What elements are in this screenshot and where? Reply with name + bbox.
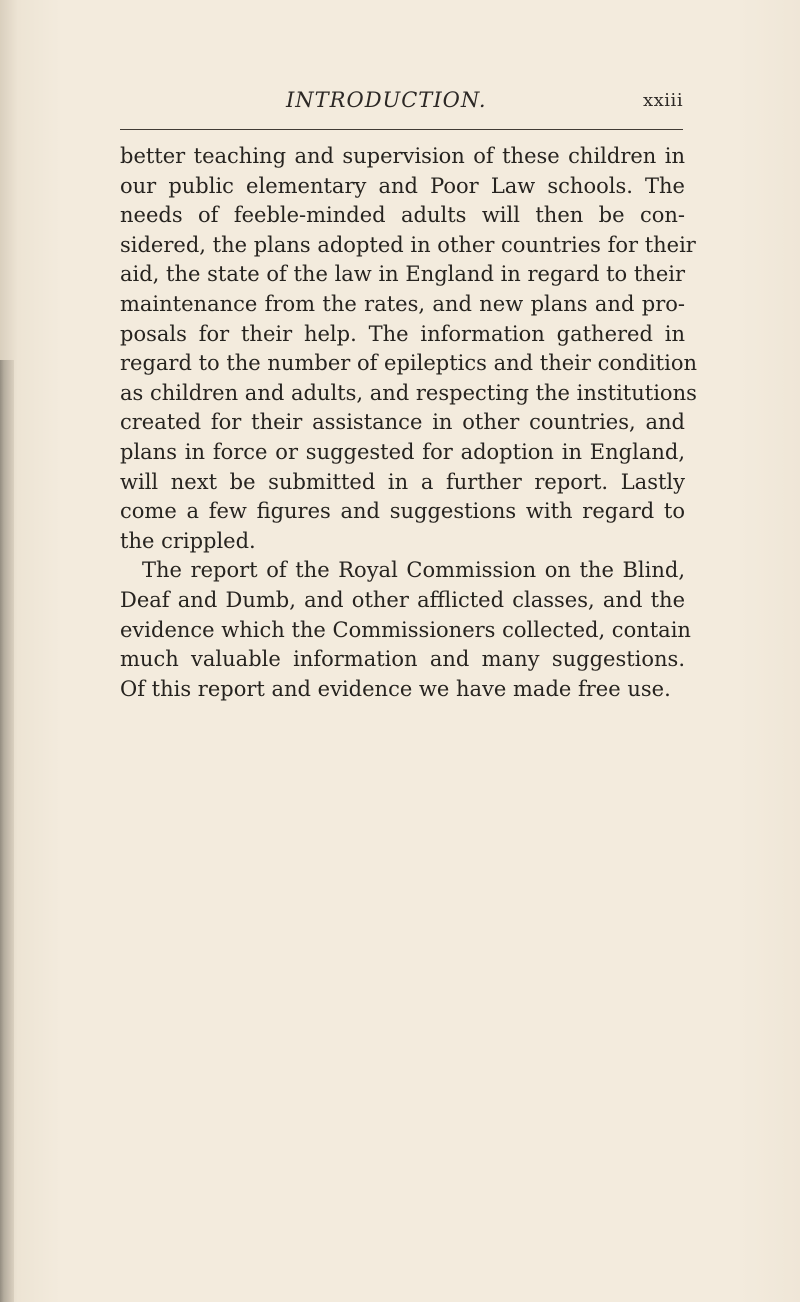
text-line: created for their assistance in other countries, and — [120, 410, 685, 435]
running-title: INTRODUCTION. — [286, 88, 487, 112]
paragraph-1 — [120, 142, 697, 556]
header-rule — [120, 129, 683, 130]
text-line: posals for their help. The information gathered in — [120, 321, 685, 346]
text-line: aid, the state of the law in England in regard to their — [120, 262, 685, 287]
text-line: will next be submitted in a further report. Lastly — [120, 469, 685, 494]
text-line: plans in force or suggested for adoption in England, — [120, 439, 685, 464]
text-line: better teaching and supervision of these children in — [120, 144, 685, 168]
text-line: much valuable information and many suggestions. — [120, 647, 685, 672]
page-number: xxiii — [643, 90, 684, 111]
paragraph-2 — [120, 556, 691, 704]
text-line: regard to the number of epileptics and their condition — [120, 351, 697, 376]
text-line: evidence which the Commissioners collected, contain — [120, 617, 691, 642]
text-line: Of this report and evidence we have made free use. — [120, 676, 671, 701]
text-line: our public elementary and Poor Law schools. The — [120, 173, 685, 198]
text-line: sidered, the plans adopted in other countries for their — [120, 232, 696, 257]
text-line: come a few figures and suggestions with regard to — [120, 499, 685, 524]
text-line: maintenance from the rates, and new plans and pro- — [120, 291, 685, 316]
running-head — [0, 88, 800, 124]
text-line: Deaf and Dumb, and other afflicted classes, and the — [120, 587, 685, 612]
body-text — [120, 142, 697, 704]
text-line: the crippled. — [120, 528, 256, 553]
binding-shadow — [0, 360, 14, 1302]
text-line: The report of the Royal Commission on the Blind, — [142, 558, 685, 583]
text-line: needs of feeble-minded adults will then be con- — [120, 203, 685, 228]
text-line: as children and adults, and respecting the institutions — [120, 380, 697, 405]
